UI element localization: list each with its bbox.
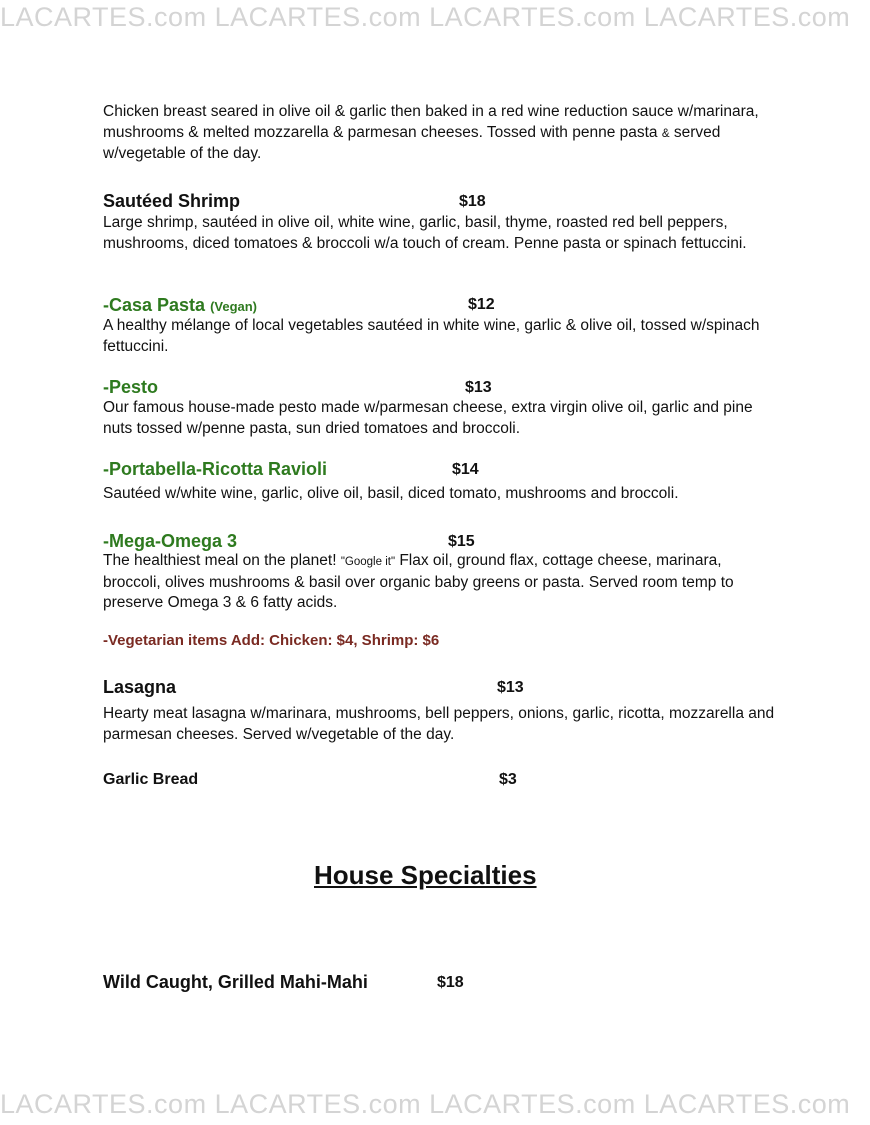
watermark-bottom: LACARTES.com LACARTES.com LACARTES.com LACARTES.com <box>0 1089 851 1119</box>
menu-item-price-garlic-bread: $3 <box>499 771 517 788</box>
intro-description <box>103 102 783 165</box>
menu-item-price-casa-pasta: $12 <box>468 296 495 313</box>
watermark-top: LACARTES.com LACARTES.com LACARTES.com LACARTES.com <box>0 2 851 32</box>
menu-item-price-mega-omega: $15 <box>448 533 475 550</box>
menu-item-description-pesto: Our famous house-made pesto made w/parmesan cheese, extra virgin olive oil, garlic and pine nuts tossed w/penne pasta, sun dried tomatoes and broccoli. <box>103 399 753 437</box>
intro-description-tail: served w/vegetable of the day. <box>103 123 721 162</box>
item-name-text: -Mega-Omega 3 <box>103 531 238 551</box>
menu-item-description-sauteed-shrimp: Large shrimp, sautéed in olive oil, white wine, garlic, basil, thyme, roasted red bell peppers, mushrooms, diced tomatoes & broccoli w/a touch of cream. Penne pasta or spinach fettuccini. <box>103 214 747 252</box>
menu-item-name-ravioli <box>103 459 327 480</box>
item-name-text: -Portabella-Ricotta Ravioli <box>103 459 328 479</box>
vegetarian-addon-note: -Vegetarian items Add: Chicken: $4, Shrimp: $6 <box>103 632 440 649</box>
item-name-text: -Pesto <box>103 377 159 397</box>
house-specialties-title: House Specialties <box>314 860 537 890</box>
menu-item-description-mega-omega <box>103 551 783 614</box>
menu-item-name-mahi-mahi: Wild Caught, Grilled Mahi-Mahi <box>103 972 368 992</box>
item-name-text: Sautéed Shrimp <box>103 191 241 211</box>
item-name-text: Lasagna <box>103 677 177 697</box>
menu-item-name-sauteed-shrimp <box>103 191 240 212</box>
menu-item-description-lasagna: Hearty meat lasagna w/marinara, mushrooms, bell peppers, onions, garlic, ricotta, mozzarella and parmesan cheeses. Served w/vegetable of the day. <box>103 705 775 743</box>
menu-item-name-pesto <box>103 377 158 398</box>
menu-item-price-sauteed-shrimp: $18 <box>459 193 486 210</box>
vegan-note: (Vegan) <box>210 299 258 314</box>
menu-item-description-casa-pasta: A healthy mélange of local vegetables sautéed in white wine, garlic & olive oil, tossed w/spinach fettuccini. <box>103 317 760 355</box>
menu-item-description-ravioli: Sautéed w/white wine, garlic, olive oil, basil, diced tomato, mushrooms and broccoli. <box>103 485 679 502</box>
menu-item-name-garlic-bread: Garlic Bread <box>103 771 199 788</box>
menu-item-name-lasagna <box>103 677 176 698</box>
description-end: Flax oil, ground flax, cottage cheese, marinara, broccoli, olives mushrooms & basil over organic baby greens or pasta. Served room temp to preserve Omega 3 & 6 fatty acids. <box>103 552 734 611</box>
menu-item-price-mahi-mahi: $18 <box>437 974 464 991</box>
description-start: The healthiest meal on the planet! <box>103 552 341 569</box>
menu-item-price-pesto: $13 <box>465 379 492 396</box>
description-small: "Google it" <box>340 556 396 568</box>
menu-item-price-lasagna: $13 <box>497 679 524 696</box>
intro-description-small: & <box>661 127 670 140</box>
intro-description-text: Chicken breast seared in olive oil & garlic then baked in a red wine reduction sauce w/marinara, mushrooms & melted mozzarella & parmesan cheeses. Tossed with penne pasta <box>103 103 759 141</box>
menu-item-price-ravioli: $14 <box>452 461 479 478</box>
menu-item-name-mega-omega <box>103 531 237 552</box>
item-name-text: -Casa Pasta <box>103 295 211 315</box>
menu-item-name-casa-pasta <box>103 295 257 316</box>
